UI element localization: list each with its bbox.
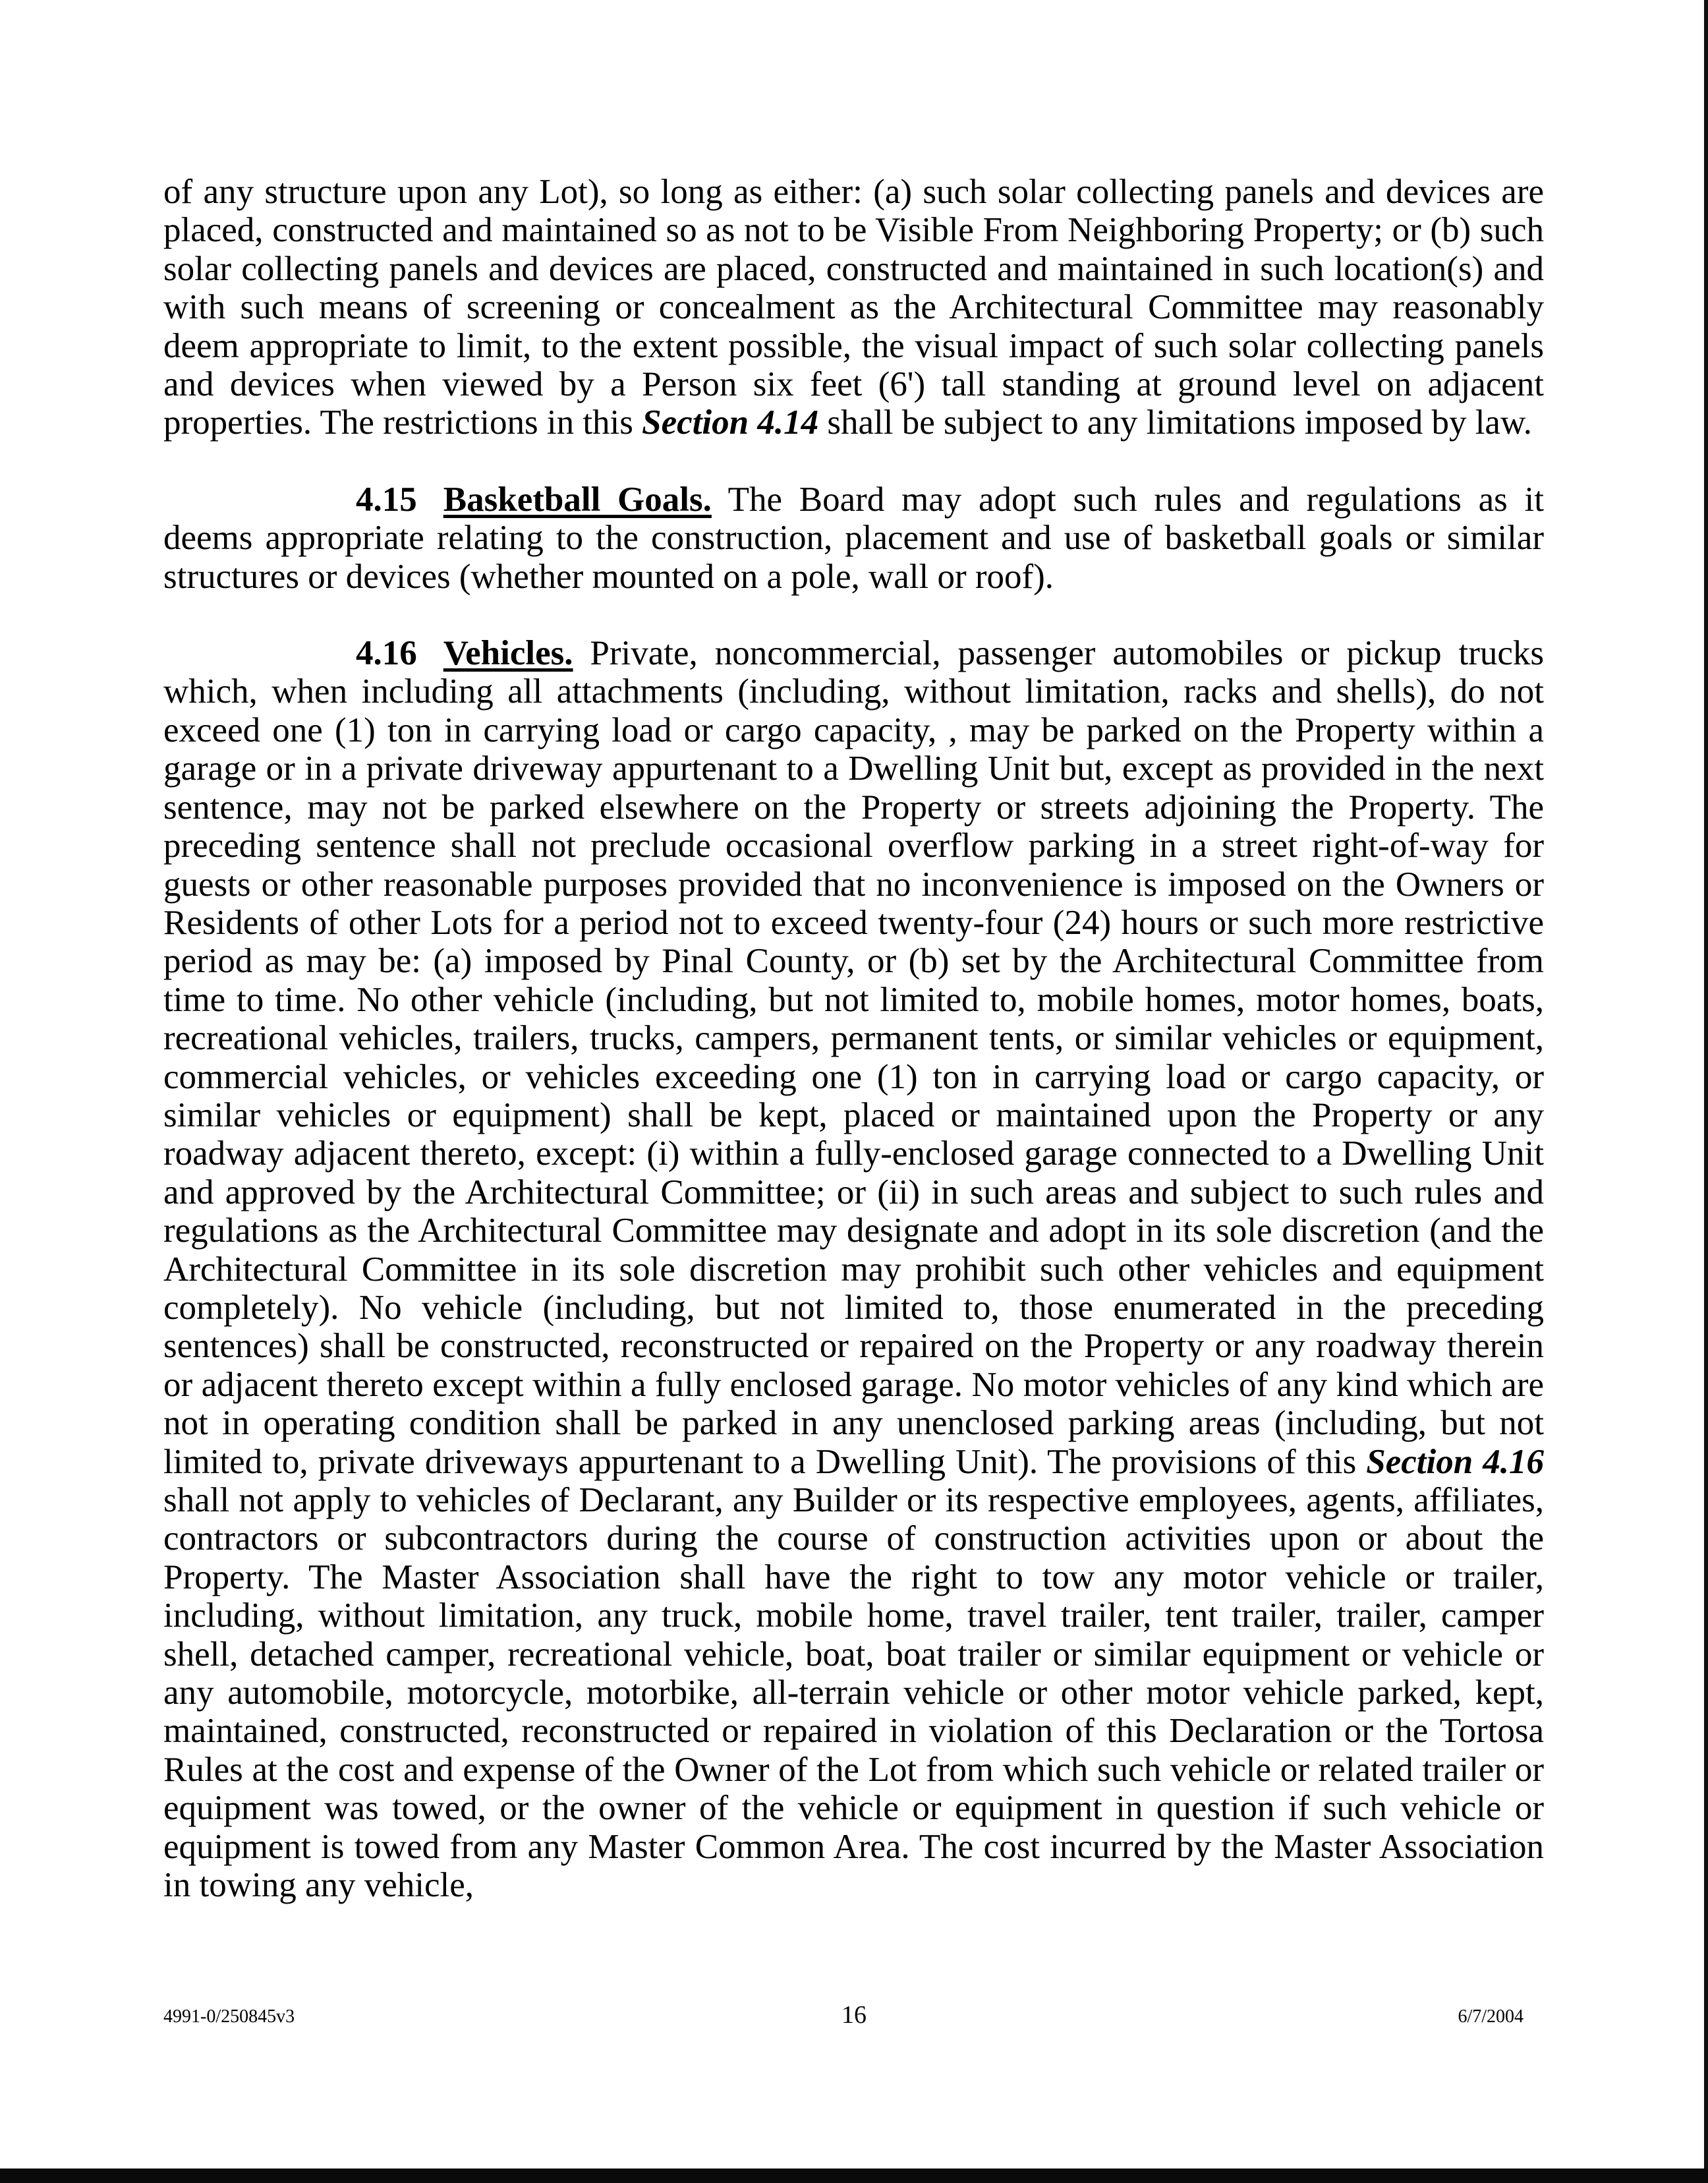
- section-reference: Section 4.14: [642, 403, 819, 442]
- paragraph-text: Private, noncommercial, passenger automobiles or pickup trucks which, when including all attachments (including, without limitation, racks and shells), do not exceed one (1) ton in carrying load or cargo capacity, , may be parked on the Property within a garage or in a private driveway appurtenant to a Dwelling Unit but, except as provided in the next sentence, may not be parked elsewhere on the Property or streets adjoining the Property. The preceding sentence shall not preclude occasional overflow parking in a street right-of-way for guests or other reasonable purposes provided that no inconvenience is imposed on the Owners or Residents of other Lots for a period not to exceed twenty-four (24) hours or such more restrictive period as may be: (a) imposed by Pinal County, or (b) set by the Architectural Committee from time to time. No other vehicle (including, but not limited to, mobile homes, motor homes, boats, recreational vehicles, trailers, trucks, campers, permanent tents, or similar vehicles or equipment, commercial vehicles, or vehicles exceeding one (1) ton in carrying load or cargo capacity, or similar vehicles or equipment) shall be kept, placed or maintained upon the Property or any roadway adjacent thereto, except: (i) within a fully-enclosed garage connected to a Dwelling Unit and approved by the Architectural Committee; or (ii) in such areas and subject to such rules and regulations as the Architectural Committee may designate and adopt in its sole discretion (and the Architectural Committee in its sole discretion may prohibit such other vehicles and equipment completely). No vehicle (including, but not limited to, those enumerated in the preceding sentences) shall be constructed, reconstructed or repaired on the Property or any roadway therein or adjacent thereto except within a fully enclosed garage. No motor vehicles of any kind which are not in operating condition shall be parked in any unenclosed parking areas (including, but not limited to, private driveways appurtenant to a Dwelling Unit). The provisions of this: [163, 634, 1544, 1481]
- paragraph-text: The Board may adopt such rules and regulations as it deems appropriate relating to the construction, placement and use of basketball goals or similar structures or devices (whether mounted on a pole, wall or roof).: [163, 480, 1544, 596]
- paragraph-text: of any structure upon any Lot), so long as either: (a) such solar collecting panels and devices are placed, constructed and maintained so as not to be Visible From Neighboring Property; or (b) such solar collecting panels and devices are placed, constructed and maintained in such location(s) and with such means of screening or concealment as the Architectural Committee may reasonably deem appropriate to limit, to the extent possible, the visual impact of such solar collecting panels and devices when viewed by a Person six feet (6') tall standing at ground level on adjacent properties. The restrictions in this: [163, 173, 1544, 442]
- scan-edge-right: [1704, 0, 1708, 2183]
- scan-border-bottom: [0, 2168, 1708, 2183]
- paragraph-text-tail: shall be subject to any limitations imposed by law.: [818, 403, 1533, 442]
- section-number: 4.16: [356, 634, 417, 673]
- section-number: 4.15: [356, 480, 417, 519]
- section-reference: Section 4.16: [1366, 1442, 1545, 1481]
- paragraph-solar-continuation: [163, 173, 1544, 442]
- footer-page-number: 16: [841, 2001, 867, 2029]
- section-heading: Vehicles.: [443, 634, 573, 673]
- paragraph-text-tail: shall not apply to vehicles of Declarant, any Builder or its respective employees, agents, affiliates, contractors or subcontractors during the course of construction activities upon or about the Property. The Master Association shall have the right to tow any motor vehicle or trailer, including, without limitation, any truck, mobile home, travel trailer, tent trailer, trailer, camper shell, detached camper, recreational vehicle, boat, boat trailer or similar equipment or vehicle or any automobile, motorcycle, motorbike, all-terrain vehicle or other motor vehicle parked, kept, maintained, constructed, reconstructed or repaired in violation of this Declaration or the Tortosa Rules at the cost and expense of the Owner of the Lot from which such vehicle or related trailer or equipment was towed, or the owner of the vehicle or equipment in question if such vehicle or equipment is towed from any Master Common Area. The cost incurred by the Master Association in towing any vehicle,: [163, 1481, 1544, 1905]
- footer-document-id: 4991-0/250845v3: [163, 2006, 295, 2027]
- section-heading: Basketball Goals.: [443, 480, 712, 519]
- footer-date: 6/7/2004: [1458, 2006, 1523, 2027]
- paragraph-section-4-15: [163, 480, 1544, 596]
- document-body: [163, 173, 1544, 1904]
- paragraph-section-4-16: [163, 634, 1544, 1904]
